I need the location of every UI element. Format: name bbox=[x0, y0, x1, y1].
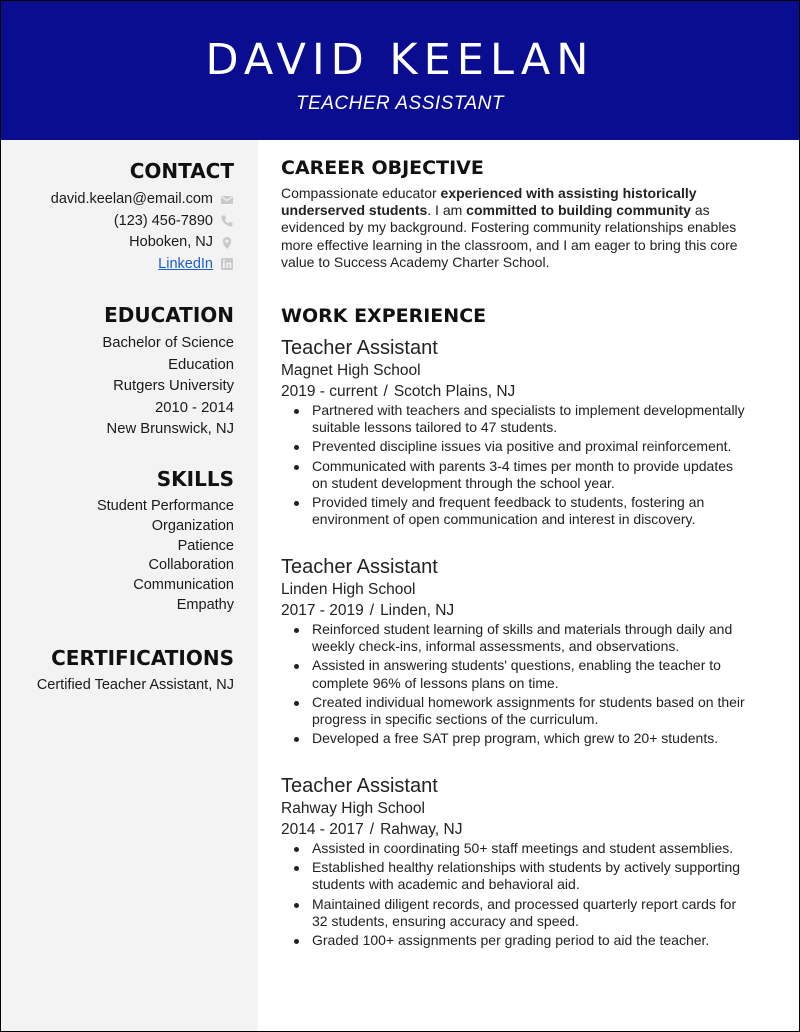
certification-item: Certified Teacher Assistant, NJ bbox=[36, 677, 234, 693]
skill-item: Collaboration bbox=[148, 557, 234, 574]
contact-email-row bbox=[1, 189, 234, 211]
job-dates-location bbox=[281, 819, 751, 840]
education-school: Rutgers University bbox=[113, 378, 234, 394]
job-bullet: Maintained diligent records, and processed quarterly report cards for 32 students, ensuring accuracy and speed. bbox=[281, 896, 751, 930]
job-dates-location bbox=[281, 381, 751, 402]
separator: / bbox=[369, 821, 375, 838]
job-title: Teacher Assistant bbox=[281, 556, 438, 578]
job-entry bbox=[281, 555, 751, 749]
job-dates: 2014 - 2017 bbox=[281, 821, 364, 838]
education-heading: EDUCATION bbox=[104, 303, 234, 327]
job-dates: 2017 - 2019 bbox=[281, 602, 364, 619]
envelope-icon bbox=[220, 193, 234, 207]
main-content bbox=[281, 157, 751, 949]
contact-location-row bbox=[1, 232, 234, 254]
job-company: Rahway High School bbox=[281, 800, 425, 817]
skill-item: Empathy bbox=[176, 596, 234, 613]
separator: / bbox=[383, 383, 388, 400]
job-dates-location bbox=[281, 600, 751, 621]
objective-part-bold: committed to building community bbox=[466, 202, 691, 219]
skills-section bbox=[1, 467, 234, 616]
objective-part: as evidenced by my background. Fostering community relationships enables more effective learning in the classroom, and I am eager to bring this core value to Success Academy Charter School. bbox=[281, 202, 738, 270]
skill-item: Student Performance bbox=[96, 498, 234, 514]
education-degree: Bachelor of Science bbox=[102, 335, 234, 351]
contact-linkedin-row bbox=[1, 254, 234, 276]
job-bullet: Reinforced student learning of skills and materials through daily and weekly check-ins, informal assessments, and observations. bbox=[281, 621, 751, 655]
candidate-role: TEACHER ASSISTANT bbox=[295, 93, 505, 114]
candidate-name: DAVID KEELAN bbox=[205, 35, 595, 85]
job-location: Scotch Plains, NJ bbox=[393, 383, 516, 400]
job-bullet: Provided timely and frequent feedback to students, fostering an environment of open communication and interest in discovery. bbox=[281, 494, 751, 528]
job-bullets bbox=[281, 840, 751, 949]
education-major: Education bbox=[168, 356, 234, 373]
certifications-heading: CERTIFICATIONS bbox=[51, 646, 234, 670]
job-bullet: Communicated with parents 3-4 times per month to provide updates on student development through the school year. bbox=[281, 458, 751, 492]
job-bullet: Prevented discipline issues via positive and proximal reinforcement. bbox=[281, 438, 751, 455]
sidebar bbox=[1, 140, 258, 1032]
objective-part-bold: experienced with assisting historically underserved students bbox=[281, 185, 697, 219]
career-objective-heading: CAREER OBJECTIVE bbox=[281, 157, 484, 179]
job-location: Linden, NJ bbox=[380, 602, 455, 619]
linkedin-link[interactable]: LinkedIn bbox=[158, 255, 213, 272]
education-section bbox=[1, 303, 234, 441]
job-bullet: Created individual homework assignments for students based on their progress in specific sections of the curriculum. bbox=[281, 694, 751, 728]
separator: / bbox=[369, 602, 375, 619]
contact-section bbox=[1, 159, 234, 275]
objective-part: . I am bbox=[427, 202, 467, 219]
resume-header bbox=[1, 1, 799, 140]
job-bullets bbox=[281, 621, 751, 747]
location-pin-icon bbox=[220, 236, 234, 250]
job-title: Teacher Assistant bbox=[281, 775, 438, 797]
education-dates: 2010 - 2014 bbox=[155, 399, 234, 416]
phone-icon bbox=[220, 214, 234, 228]
objective-part: Compassionate educator bbox=[281, 185, 441, 201]
job-entry bbox=[281, 336, 751, 530]
contact-phone-row bbox=[1, 211, 234, 233]
job-title: Teacher Assistant bbox=[281, 337, 438, 359]
job-dates: 2019 - current bbox=[281, 383, 378, 400]
career-objective-text bbox=[281, 185, 751, 271]
job-bullet: Developed a free SAT prep program, which grew to 20+ students. bbox=[281, 730, 751, 747]
job-company: Magnet High School bbox=[281, 362, 421, 379]
certifications-section bbox=[1, 646, 234, 696]
contact-email[interactable]: david.keelan@email.com bbox=[50, 191, 213, 207]
work-experience-heading: WORK EXPERIENCE bbox=[281, 305, 487, 327]
job-company: Linden High School bbox=[281, 581, 416, 598]
education-location: New Brunswick, NJ bbox=[106, 421, 234, 437]
job-bullet: Assisted in coordinating 50+ staff meetings and student assemblies. bbox=[281, 840, 751, 857]
job-entry bbox=[281, 774, 751, 951]
job-bullet: Partnered with teachers and specialists to implement developmentally suitable lessons tailored to 47 students. bbox=[281, 402, 751, 436]
skill-item: Patience bbox=[177, 537, 234, 554]
contact-phone[interactable]: (123) 456-7890 bbox=[113, 212, 213, 229]
job-bullet: Graded 100+ assignments per grading period to aid the teacher. bbox=[281, 932, 751, 949]
job-location: Rahway, NJ bbox=[380, 821, 463, 838]
skill-item: Communication bbox=[133, 577, 234, 594]
job-bullets bbox=[281, 402, 751, 528]
job-bullet: Assisted in answering students' questions, enabling the teacher to complete 96% of lessons plans on time. bbox=[281, 657, 751, 691]
career-objective-section bbox=[281, 157, 751, 271]
contact-heading: CONTACT bbox=[129, 159, 234, 183]
skills-heading: SKILLS bbox=[156, 467, 234, 491]
linkedin-icon bbox=[220, 257, 234, 271]
job-bullet: Established healthy relationships with students by actively supporting students with academic and behavioral aid. bbox=[281, 859, 751, 893]
skill-item: Organization bbox=[151, 517, 234, 534]
contact-location: Hoboken, NJ bbox=[129, 234, 213, 250]
